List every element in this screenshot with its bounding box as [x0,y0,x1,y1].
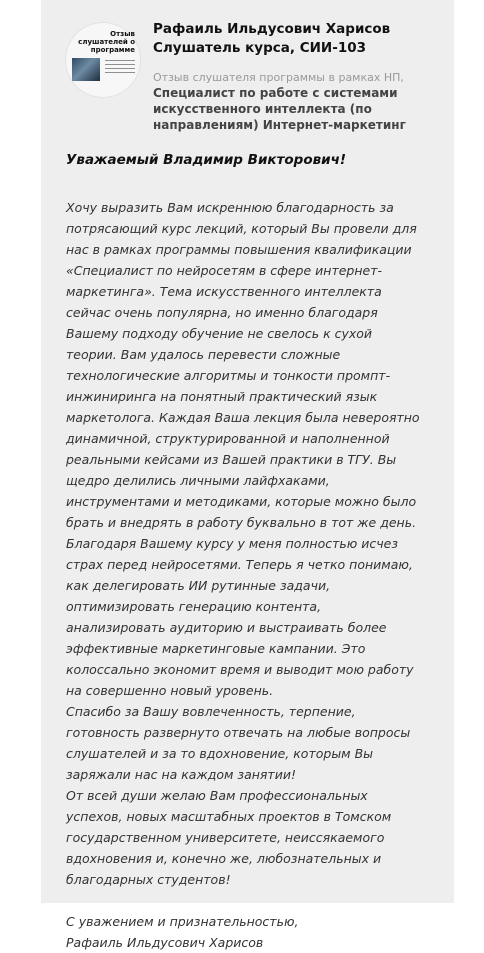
letter-paragraph: От всей души желаю Вам профессиональных успехов, новых масштабных проектов в Томском государственном университете, неиссякаемого вдохновения и, конечно же, любознательных и благодарных студентов! [66,788,392,887]
avatar-cover-title: Отзыв слушателей о программе [78,30,135,54]
letter-signoff [66,911,421,953]
letter-paragraph: Благодаря Вашему курсу у меня полностью исчез страх перед нейросетями. Теперь я четко понимаю, как делегировать ИИ рутинные задачи, оптимизировать генерацию контента, анализировать аудиторию и выстраивать более эффективные маркетинговые кампании. Это колоссально экономит время и выводит мою работу на совершенно новый уровень. [66,536,414,698]
letter-paragraph: Спасибо за Вашу вовлеченность, терпение, готовность развернуто отвечать на любые вопросы слушателей и за то вдохновение, которым Вы заряжали нас на каждом занятии! [66,704,411,782]
letter-greeting: Уважаемый Владимир Викторович! [66,152,347,168]
letter-text [66,150,421,953]
avatar-cover-lines [105,60,135,76]
person-role: Слушатель курса, СИИ-103 [153,40,367,56]
letter-closing: С уважением и признательностью, [66,914,299,929]
avatar [65,22,141,98]
program-title: Специалист по работе с системами искусственного интеллекта (по направлениям) Интернет-маркетинг [153,86,406,132]
person-details [153,20,443,133]
letter-paragraph: Хочу выразить Вам искреннюю благодарность за потрясающий курс лекций, который Вы провели для нас в рамках программы повышения квалификации «Специалист по нейросетям в сфере интернет-маркетинга». Тема искусственного интеллекта сейчас очень популярна, но именно благодаря Вашему подходу обучение не свелось к сухой теории. Вам удалось перевести сложные технологические алгоритмы и тонкости промпт-инжиниринга на понятный практический язык маркетолога. Каждая Ваша лекция была невероятно динамичной, структурированной и наполненной реальными кейсами из Вашей практики в ТГУ. Вы щедро делились личными лайфхаками, инструментами и методиками, которые можно было брать и внедрять в работу буквально в тот же день. [66,200,420,530]
letter-signature: Рафаиль Ильдусович Харисов [66,935,264,950]
avatar-cover-image [72,58,100,81]
program-caption: Отзыв слушателя программы в рамках НП, [153,71,404,84]
testimonial-header [41,0,454,140]
testimonial-card [41,0,454,950]
person-name: Рафаиль Ильдусович Харисов [153,21,391,37]
